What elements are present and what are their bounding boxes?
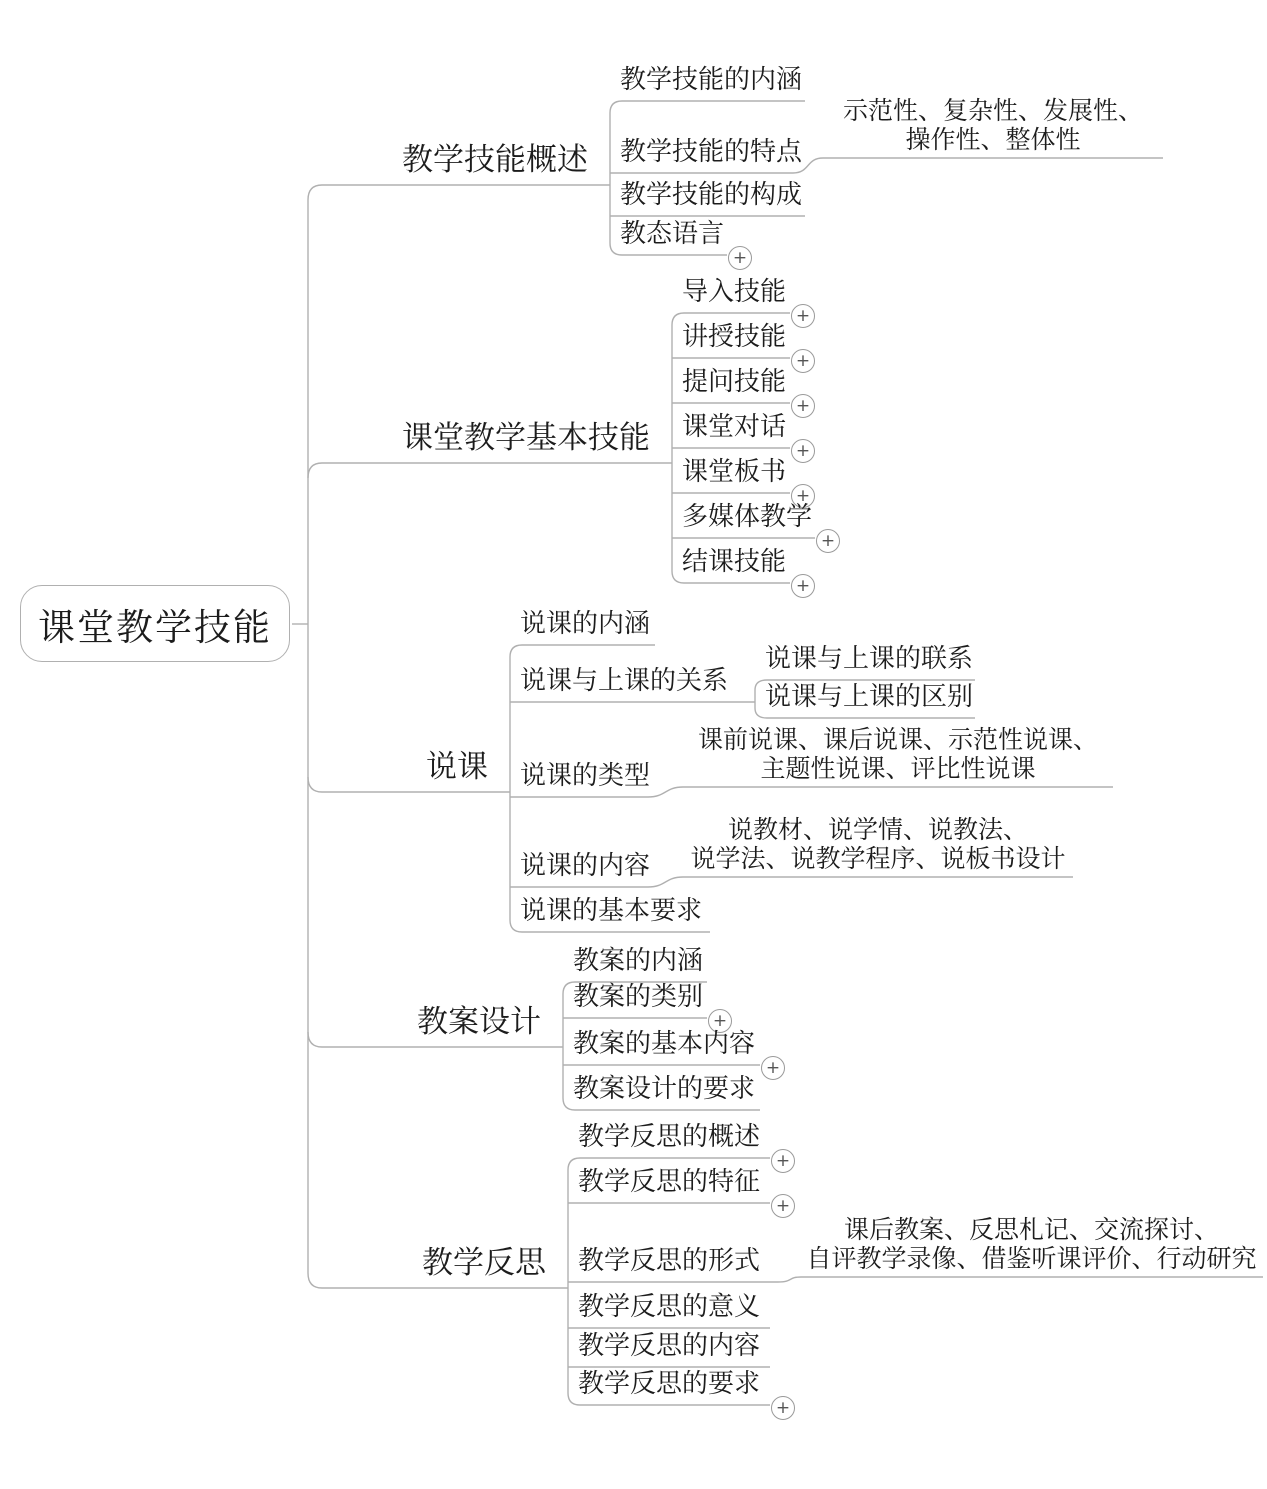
- branch-topic[interactable]: 教案设计: [417, 1004, 541, 1039]
- subtopic[interactable]: 教学反思的内容: [578, 1331, 761, 1360]
- expand-icon[interactable]: +: [816, 529, 840, 553]
- expand-icon[interactable]: +: [791, 304, 815, 328]
- subtopic[interactable]: 说课的内容: [520, 851, 651, 880]
- detail-topic[interactable]: [683, 727, 1113, 784]
- detail-topic-line: 自评教学录像、借鉴听课评价、行动研究: [806, 1245, 1257, 1273]
- subtopic[interactable]: 说课与上课的区别: [765, 682, 974, 711]
- subtopic[interactable]: 教态语言: [620, 219, 725, 248]
- expand-icon[interactable]: +: [761, 1056, 785, 1080]
- branch-topic[interactable]: 课堂教学基本技能: [402, 420, 650, 455]
- expand-icon[interactable]: +: [791, 484, 815, 508]
- detail-topic-line: 课后教案、反思札记、交流探讨、: [843, 1217, 1219, 1244]
- subtopic[interactable]: 教学技能的内涵: [620, 65, 803, 94]
- subtopic[interactable]: 说课的内涵: [520, 609, 651, 638]
- expand-icon[interactable]: +: [771, 1194, 795, 1218]
- subtopic[interactable]: 课堂对话: [682, 412, 787, 441]
- detail-topic-line: 示范性、复杂性、发展性、: [842, 98, 1143, 125]
- subtopic[interactable]: 教案的类别: [573, 982, 704, 1011]
- expand-icon[interactable]: +: [791, 574, 815, 598]
- expand-icon[interactable]: +: [728, 246, 752, 270]
- subtopic[interactable]: 教案设计的要求: [573, 1074, 756, 1103]
- expand-icon[interactable]: +: [771, 1396, 795, 1420]
- branch-topic[interactable]: 教学技能概述: [402, 142, 588, 177]
- subtopic[interactable]: 说课与上课的联系: [765, 644, 974, 673]
- detail-topic-line: 操作性、整体性: [905, 126, 1081, 154]
- detail-topic[interactable]: [683, 817, 1073, 874]
- subtopic[interactable]: 教学反思的意义: [578, 1292, 761, 1321]
- subtopic[interactable]: 课堂板书: [682, 457, 787, 486]
- detail-topic[interactable]: [823, 98, 1163, 155]
- subtopic[interactable]: 说课的基本要求: [520, 896, 703, 925]
- subtopic[interactable]: 提问技能: [682, 367, 787, 396]
- subtopic[interactable]: 结课技能: [682, 547, 787, 576]
- subtopic[interactable]: 导入技能: [682, 277, 787, 306]
- expand-icon[interactable]: +: [791, 349, 815, 373]
- subtopic[interactable]: 教学技能的特点: [620, 137, 803, 166]
- expand-icon[interactable]: +: [708, 1009, 732, 1033]
- subtopic[interactable]: 教学反思的形式: [578, 1246, 761, 1275]
- subtopic[interactable]: 教案的基本内容: [573, 1029, 756, 1058]
- subtopic[interactable]: 说课的类型: [520, 761, 651, 790]
- subtopic[interactable]: 教学技能的构成: [620, 180, 803, 209]
- subtopic[interactable]: 教学反思的特征: [578, 1167, 761, 1196]
- branch-topic[interactable]: 说课: [426, 749, 488, 784]
- expand-icon[interactable]: +: [791, 394, 815, 418]
- expand-icon[interactable]: +: [791, 439, 815, 463]
- subtopic[interactable]: 教学反思的要求: [578, 1369, 761, 1398]
- detail-topic-line: 课前说课、课后说课、示范性说课、: [697, 727, 1098, 754]
- detail-topic-line: 说学法、说教学程序、说板书设计: [690, 845, 1066, 873]
- detail-topic[interactable]: [800, 1217, 1263, 1274]
- subtopic[interactable]: 教学反思的概述: [578, 1122, 761, 1151]
- subtopic[interactable]: 讲授技能: [682, 322, 787, 351]
- root-topic[interactable]: 课堂教学技能: [20, 585, 290, 662]
- subtopic[interactable]: 说课与上课的关系: [520, 666, 729, 695]
- subtopic[interactable]: 多媒体教学: [682, 502, 813, 531]
- subtopic[interactable]: 教案的内涵: [573, 946, 704, 975]
- branch-topic[interactable]: 教学反思: [422, 1245, 546, 1280]
- detail-topic-line: 主题性说课、评比性说课: [760, 755, 1036, 783]
- detail-topic-line: 说教材、说学情、说教法、: [727, 817, 1028, 844]
- expand-icon[interactable]: +: [771, 1149, 795, 1173]
